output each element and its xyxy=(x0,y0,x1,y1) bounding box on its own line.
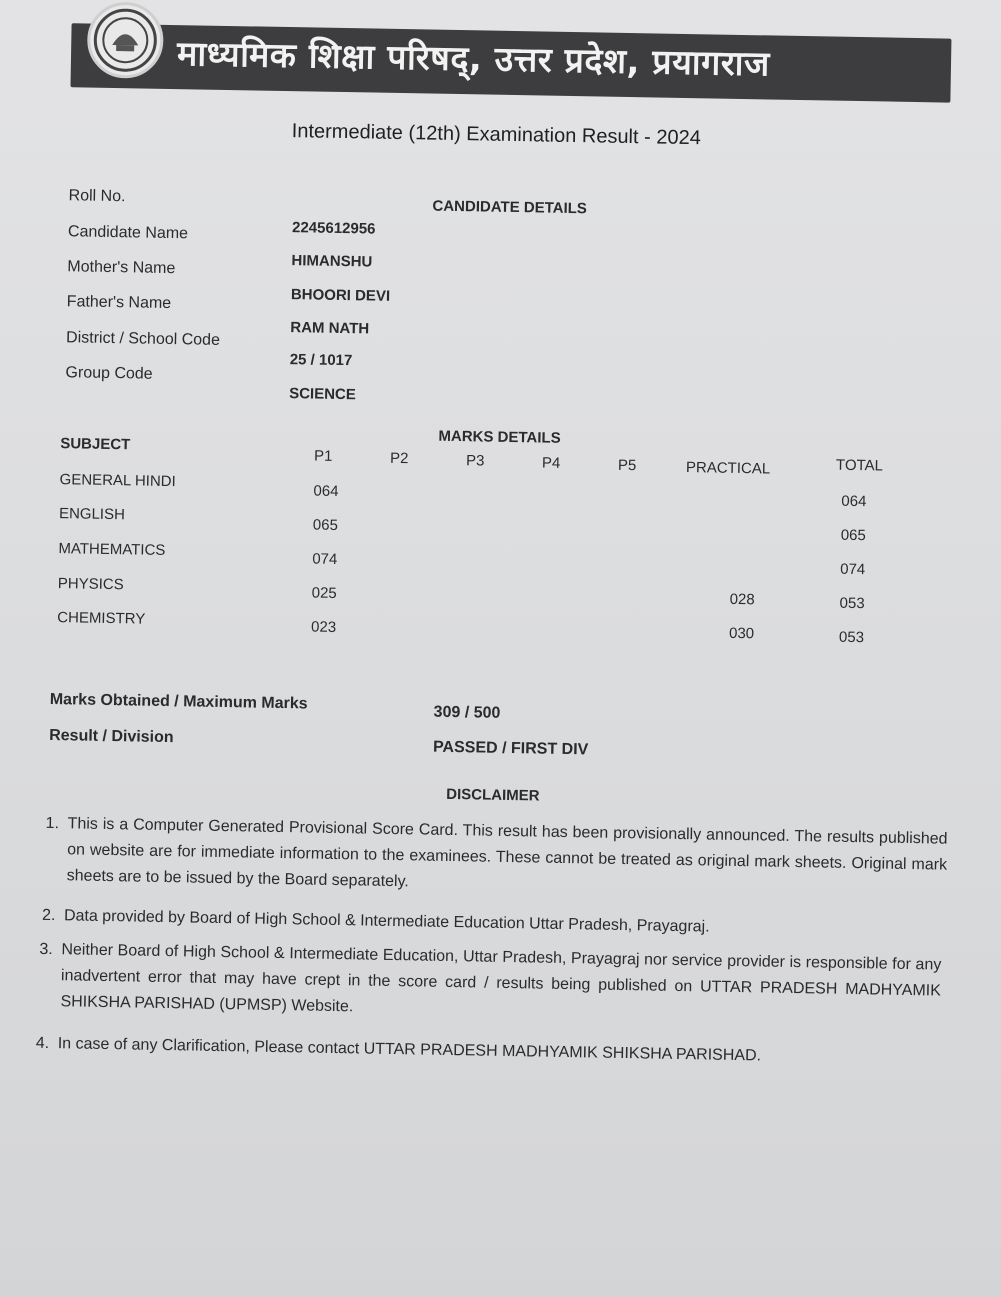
marks-obtained-value: 309 / 500 xyxy=(433,703,501,722)
disclaimer-heading: DISCLAIMER xyxy=(446,785,540,805)
practical-mark: 030 xyxy=(728,624,755,643)
p1-mark: 074 xyxy=(312,550,338,568)
disclaimer-number: 2. xyxy=(41,906,56,925)
subject-name: CHEMISTRY xyxy=(57,609,146,628)
exam-title: Intermediate (12th) Examination Result - 2024 xyxy=(291,120,701,150)
p1-mark: 023 xyxy=(310,618,337,636)
total-mark: 053 xyxy=(838,628,865,647)
roll-no-value: 2245612956 xyxy=(291,219,376,238)
total-mark: 074 xyxy=(840,560,866,579)
disclaimer-item: Data provided by Board of High School & Intermediate Education Uttar Pradesh, Prayagraj. xyxy=(63,907,710,936)
subject-name: PHYSICS xyxy=(57,575,124,594)
board-title-hindi: माध्यमिक शिक्षा परिषद्, उत्तर प्रदेश, प्रयागराज xyxy=(176,34,771,85)
p1-mark: 064 xyxy=(313,482,339,500)
group-code-label: Group Code xyxy=(65,364,153,383)
result-division-label: Result / Division xyxy=(49,726,174,747)
result-division-value: PASSED / FIRST DIV xyxy=(432,738,589,759)
total-mark: 064 xyxy=(841,492,867,511)
col-header-p1: P1 xyxy=(313,447,333,465)
col-header-subject: SUBJECT xyxy=(60,435,131,454)
disclaimer-number: 3. xyxy=(39,940,53,959)
disclaimer-number: 1. xyxy=(45,814,60,833)
disclaimer-item: In case of any Clarification, Please contact UTTAR PRADESH MADHYAMIK SHIKSHA PARISHAD. xyxy=(57,1035,762,1065)
disclaimer-item: Neither Board of High School & Intermediate Education, Uttar Pradesh, Prayagraj nor service provider is responsible for any inadvertent error that may have crept in the score card / results being published on UTTAR PRADESH MADHYAMIK SHIKSHA PARISHAD (UPMSP) Website. xyxy=(60,941,942,1016)
roll-no-label: Roll No. xyxy=(68,187,126,206)
col-header-total: TOTAL xyxy=(835,456,884,475)
col-header-practical: PRACTICAL xyxy=(685,459,771,478)
father-name-label: Father's Name xyxy=(66,293,172,313)
candidate-name-label: Candidate Name xyxy=(67,223,189,243)
total-mark: 065 xyxy=(840,526,866,545)
district-school-code-value: 25 / 1017 xyxy=(289,351,353,370)
candidate-name-value: HIMANSHU xyxy=(291,252,373,271)
district-school-code-label: District / School Code xyxy=(65,329,221,349)
up-government-emblem-icon xyxy=(87,2,164,79)
subject-name: MATHEMATICS xyxy=(58,540,166,559)
father-name-value: RAM NATH xyxy=(290,319,370,338)
disclaimer-number: 4. xyxy=(35,1034,50,1053)
mother-name-value: BHOORI DEVI xyxy=(290,286,391,305)
col-header-p4: P4 xyxy=(541,454,561,472)
group-code-value: SCIENCE xyxy=(289,385,357,404)
col-header-p5: P5 xyxy=(617,456,637,475)
p1-mark: 025 xyxy=(311,584,337,602)
disclaimer-item: This is a Computer Generated Provisional Score Card. This result has been provisionally announced. The results published on website are for immediate information to the examinees. These cannot be treated as original mark sheets. Original mark sheets are to be issued by the Board separately. xyxy=(66,815,948,891)
mother-name-label: Mother's Name xyxy=(67,258,176,278)
subject-name: ENGLISH xyxy=(58,505,126,524)
col-header-p3: P3 xyxy=(465,452,485,470)
p1-mark: 065 xyxy=(312,516,339,534)
subject-name: GENERAL HINDI xyxy=(59,471,176,491)
candidate-details-heading: CANDIDATE DETAILS xyxy=(432,197,588,218)
marks-obtained-label: Marks Obtained / Maximum Marks xyxy=(49,690,308,713)
total-mark: 053 xyxy=(839,594,865,613)
marks-details-heading: MARKS DETAILS xyxy=(438,427,561,447)
col-header-p2: P2 xyxy=(389,449,409,468)
practical-mark: 028 xyxy=(729,590,755,609)
